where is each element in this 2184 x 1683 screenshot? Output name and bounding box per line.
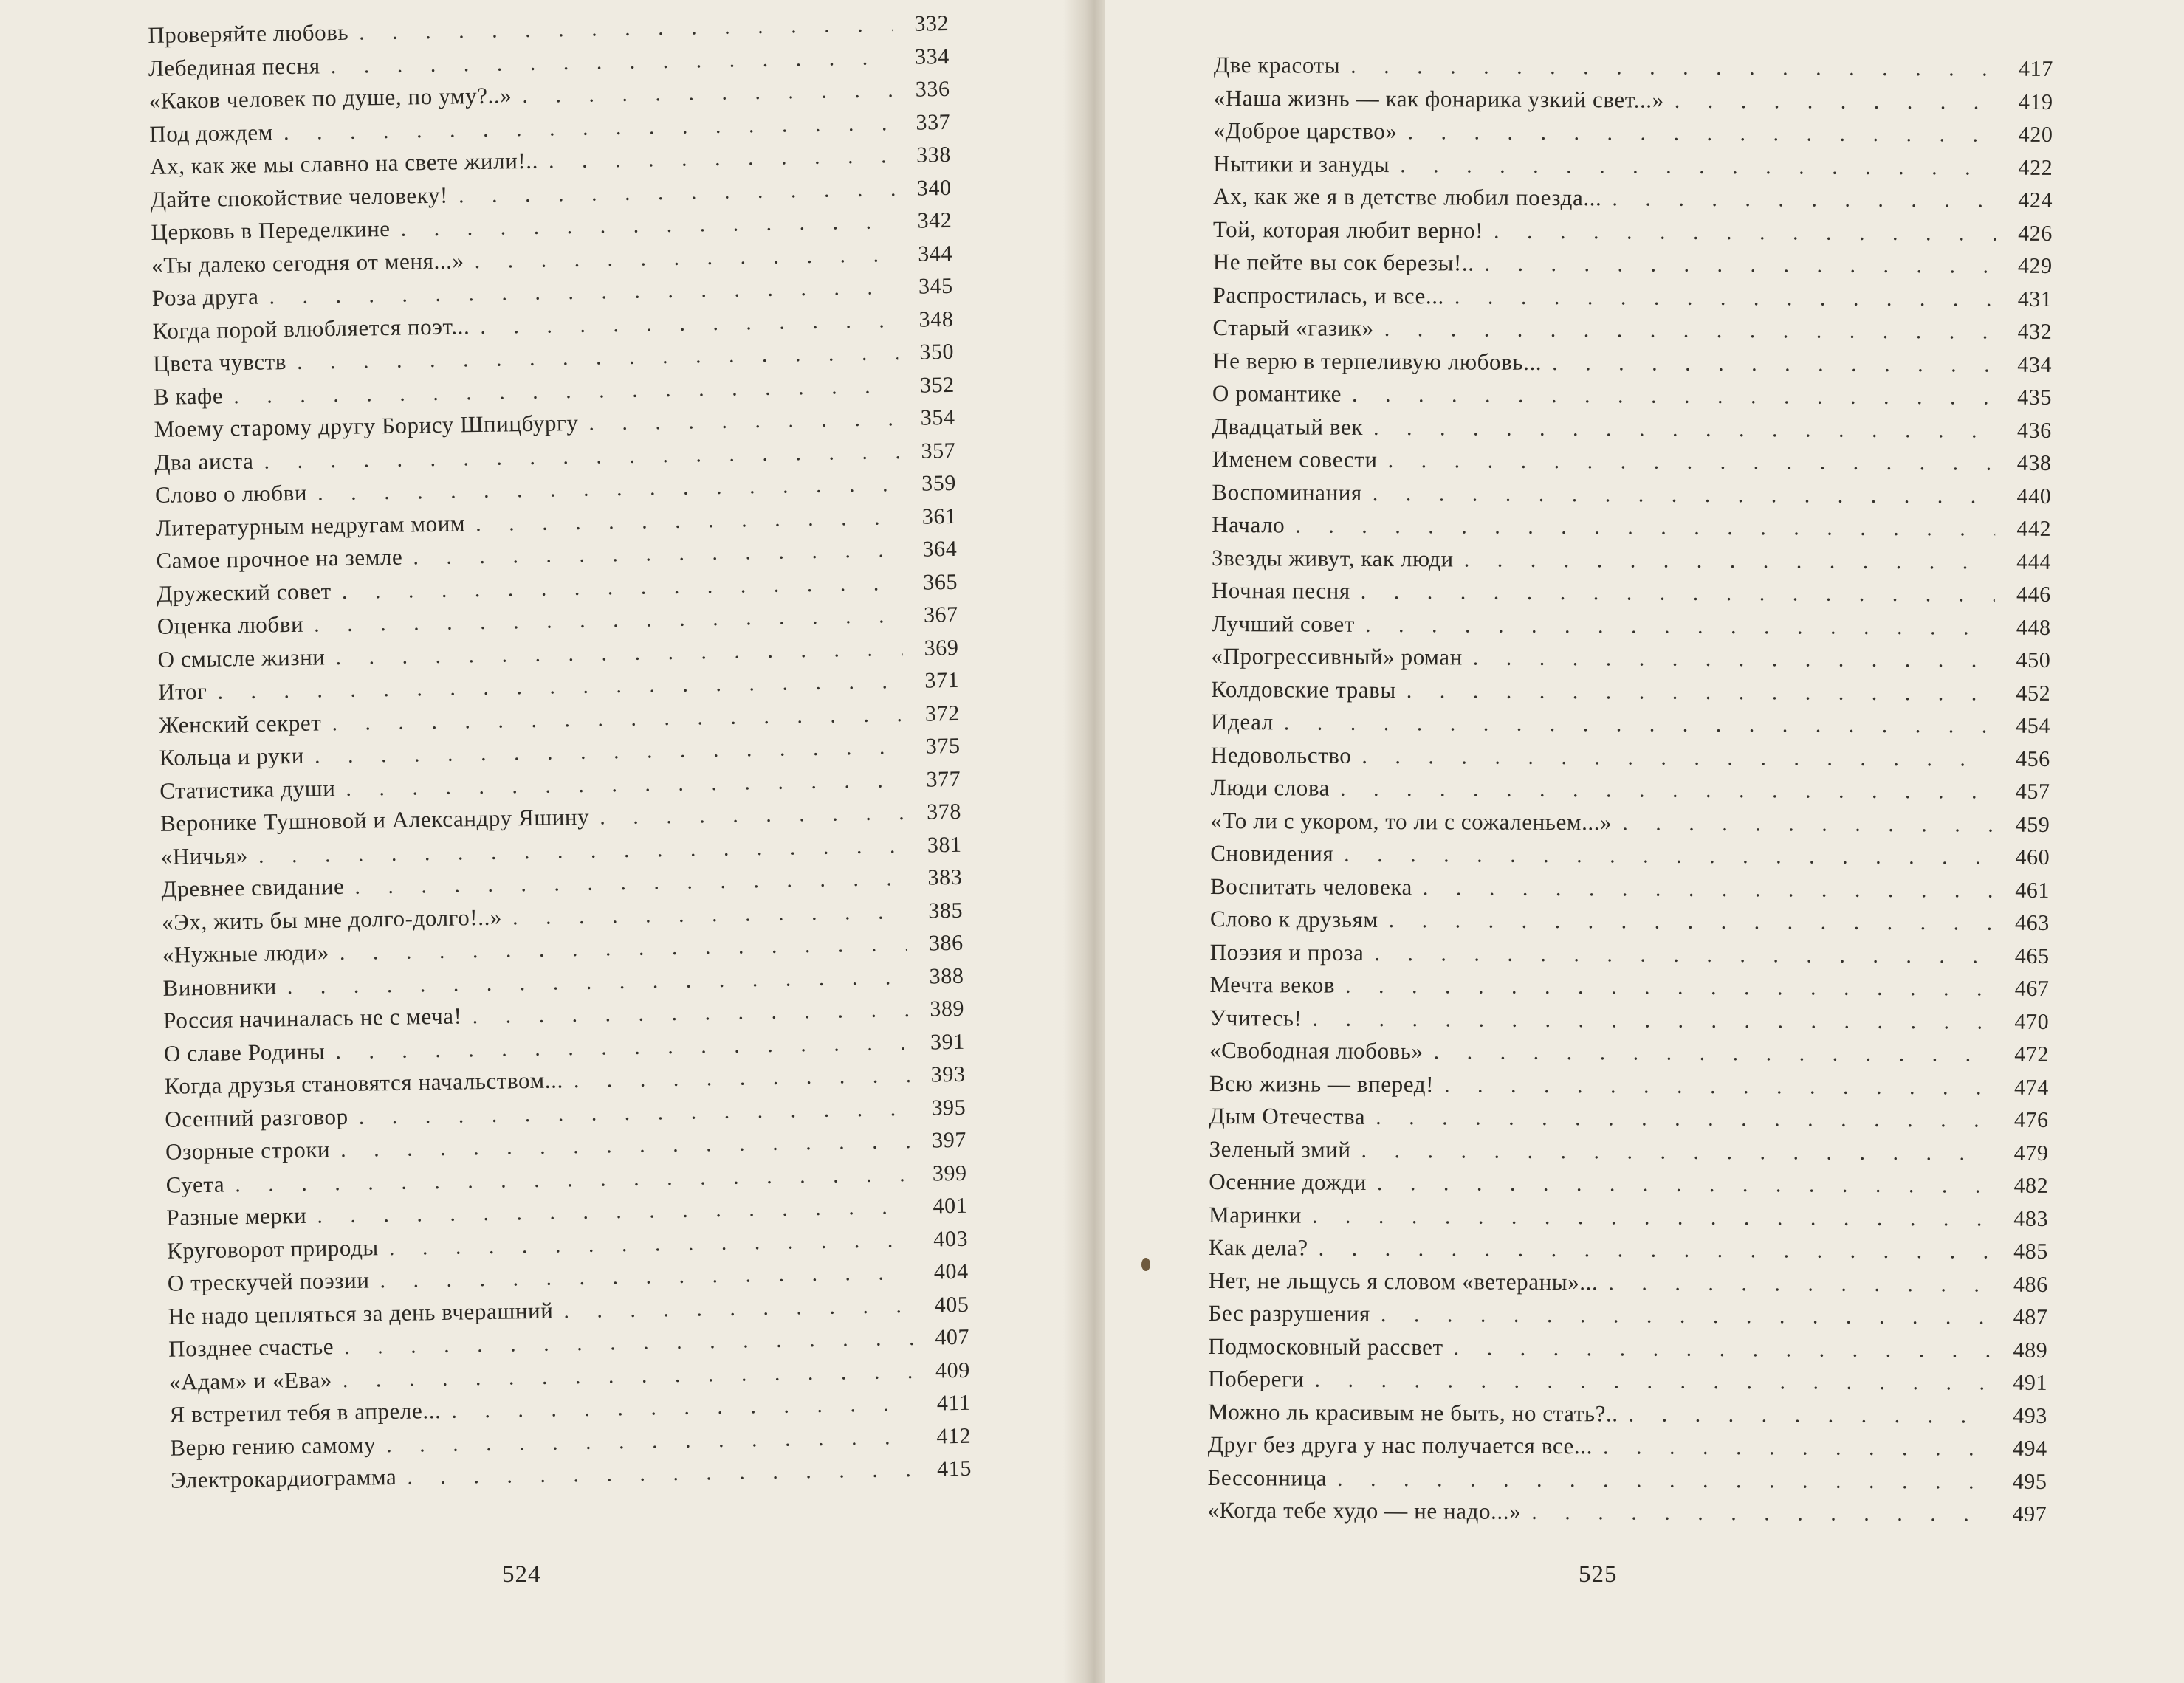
toc-entry-page: 494 xyxy=(2012,1436,2047,1461)
dot-leader xyxy=(588,406,899,436)
toc-entry-page: 340 xyxy=(916,175,952,201)
toc-entry-page: 378 xyxy=(926,799,962,825)
toc-entry xyxy=(1209,1267,2048,1303)
left-toc-list xyxy=(148,10,972,1500)
toc-entry-title: «Наша жизнь — как фонарика узкий свет...» xyxy=(1213,84,1664,113)
toc-entry-page: 457 xyxy=(2015,779,2050,804)
toc-entry-page: 444 xyxy=(2016,549,2052,574)
dot-leader xyxy=(1454,1335,1992,1363)
toc-entry-title: Позднее счастье xyxy=(168,1333,334,1362)
toc-entry-title: Лучший совет xyxy=(1211,610,1356,637)
dot-leader xyxy=(549,143,896,173)
toc-entry-page: 461 xyxy=(2015,878,2050,903)
dot-leader xyxy=(1675,88,1997,114)
toc-entry-page: 422 xyxy=(2018,155,2053,180)
toc-entry-page: 415 xyxy=(936,1456,972,1481)
toc-entry-page: 409 xyxy=(935,1357,971,1383)
toc-entry xyxy=(1211,774,2050,810)
toc-entry-page: 424 xyxy=(2018,187,2053,213)
dot-leader xyxy=(1552,351,1996,378)
toc-entry-title: Статистика души xyxy=(159,774,336,804)
toc-entry-page: 385 xyxy=(927,898,964,923)
toc-entry-page: 348 xyxy=(918,306,954,332)
dot-leader xyxy=(472,997,908,1029)
dot-leader xyxy=(563,1293,913,1323)
dot-leader xyxy=(407,1457,916,1490)
toc-entry-title: Воспоминания xyxy=(1212,478,1362,506)
toc-entry-page: 476 xyxy=(2013,1107,2049,1132)
toc-entry-page: 352 xyxy=(919,372,955,398)
toc-entry-title: Разные мерки xyxy=(166,1202,307,1231)
toc-entry-page: 361 xyxy=(921,503,957,529)
toc-entry-title: О трескучей поэзии xyxy=(167,1267,370,1296)
dot-leader xyxy=(1444,1073,1993,1100)
toc-entry-page: 336 xyxy=(915,76,950,102)
toc-entry-title: Нет, не льщусь я словом «ветераны»... xyxy=(1208,1267,1598,1295)
toc-entry-title: Роза друга xyxy=(151,283,259,311)
dot-leader xyxy=(1464,547,1995,574)
toc-entry-title: Дайте спокойствие человеку! xyxy=(150,182,449,213)
toc-entry-page: 435 xyxy=(2017,385,2053,410)
toc-entry-title: Проверяйте любовь xyxy=(148,18,349,48)
toc-entry-title: «Каков человек по душе, по уму?..» xyxy=(148,82,512,114)
toc-entry-title: Бессонница xyxy=(1207,1464,1328,1491)
right-page xyxy=(1105,0,2184,1683)
dot-leader xyxy=(1407,678,1995,706)
toc-entry-title: Два аиста xyxy=(154,447,254,475)
toc-entry xyxy=(1210,906,2050,942)
toc-entry-page: 487 xyxy=(2013,1304,2048,1329)
toc-entry-page: 460 xyxy=(2015,844,2050,870)
toc-entry-title: Учитесь! xyxy=(1209,1004,1302,1031)
dot-leader xyxy=(1423,875,1994,903)
toc-entry-page: 371 xyxy=(924,667,960,693)
toc-entry-title: Колдовские травы xyxy=(1211,675,1396,703)
toc-entry-title: Дружеский совет xyxy=(156,577,332,607)
ink-blot xyxy=(1141,1258,1150,1271)
toc-entry-page: 386 xyxy=(928,930,964,956)
toc-entry-title: Оценка любви xyxy=(157,610,304,639)
toc-entry-page: 407 xyxy=(935,1324,970,1350)
toc-entry-page: 364 xyxy=(922,536,958,562)
toc-entry xyxy=(1212,512,2051,548)
dot-leader xyxy=(1608,1270,1991,1297)
dot-leader xyxy=(1629,1402,1991,1428)
dot-leader xyxy=(1485,252,1996,279)
toc-entry-page: 338 xyxy=(916,142,952,168)
toc-entry-title: Под дождем xyxy=(149,118,274,147)
toc-entry-title: Озорные строки xyxy=(165,1136,331,1165)
toc-entry xyxy=(1209,1169,2048,1205)
dot-leader xyxy=(1381,1302,1992,1330)
dot-leader xyxy=(400,209,896,242)
toc-entry-title: Верю гению самому xyxy=(170,1431,377,1461)
toc-entry xyxy=(1212,413,2052,449)
dot-leader xyxy=(386,1424,916,1457)
toc-entry-page: 411 xyxy=(936,1390,971,1416)
toc-entry xyxy=(1208,1431,2047,1467)
toc-entry-page: 450 xyxy=(2016,647,2051,672)
toc-entry-page: 345 xyxy=(918,273,954,299)
toc-entry-title: Поэзия и проза xyxy=(1209,938,1364,966)
toc-entry-title: Сновидения xyxy=(1210,839,1334,867)
toc-entry-title: Осенние дожди xyxy=(1209,1168,1367,1195)
toc-entry-title: «Нужные люди» xyxy=(162,939,330,968)
toc-entry-title: Я встретил тебя в апреле... xyxy=(169,1397,442,1428)
dot-leader xyxy=(1374,940,1993,968)
toc-entry-title: Воспитать человека xyxy=(1209,873,1413,900)
toc-entry-title: Маринки xyxy=(1209,1201,1302,1228)
toc-entry-page: 354 xyxy=(920,405,955,430)
toc-entry-page: 381 xyxy=(927,832,962,858)
toc-entry-title: Когда порой влюбляется поэт... xyxy=(152,312,470,344)
toc-entry-title: «Прогрессивный» роман xyxy=(1211,642,1463,670)
toc-entry xyxy=(1209,1004,2049,1040)
toc-entry-page: 472 xyxy=(2014,1042,2050,1067)
toc-entry xyxy=(1211,709,2050,745)
dot-leader xyxy=(1376,1105,1993,1133)
toc-entry-page: 446 xyxy=(2016,582,2051,607)
toc-entry-page: 452 xyxy=(2016,681,2051,706)
toc-entry xyxy=(1213,117,2053,154)
dot-leader xyxy=(1531,1500,1991,1527)
toc-entry-title: Женский секрет xyxy=(158,709,322,738)
toc-entry-page: 334 xyxy=(914,44,950,69)
dot-leader xyxy=(1384,317,1996,345)
toc-entry-title: Осенний разговор xyxy=(165,1103,348,1132)
toc-entry-page: 388 xyxy=(929,963,964,989)
toc-entry-page: 404 xyxy=(933,1259,969,1284)
dot-leader xyxy=(1361,743,1994,771)
dot-leader xyxy=(413,537,901,570)
toc-entry-title: Подмосковный рассвет xyxy=(1208,1332,1443,1360)
toc-entry-page: 395 xyxy=(931,1095,966,1121)
toc-entry-page: 497 xyxy=(2012,1501,2047,1527)
toc-entry-title: Не надо цепляться за день вчерашний xyxy=(168,1297,554,1329)
toc-entry-title: Не верю в терпеливую любовь... xyxy=(1212,347,1542,375)
dot-leader xyxy=(1319,1236,1992,1264)
toc-entry xyxy=(1208,1398,2047,1434)
toc-entry-title: Идеал xyxy=(1210,708,1274,735)
dot-leader xyxy=(480,308,898,340)
toc-entry xyxy=(1214,84,2053,120)
dot-leader xyxy=(359,12,893,45)
toc-entry-title: О смысле жизни xyxy=(157,643,326,672)
toc-entry-page: 483 xyxy=(2013,1206,2049,1231)
toc-entry-title: Виновники xyxy=(162,972,278,1001)
toc-entry-title: «Доброе царство» xyxy=(1213,117,1398,145)
right-toc-list xyxy=(1207,52,2053,1533)
toc-entry-title: Нытики и зануды xyxy=(1213,150,1390,177)
toc-entry-title: Дым Отечества xyxy=(1209,1102,1366,1129)
dot-leader xyxy=(574,1063,910,1093)
toc-entry-title: Итог xyxy=(157,678,207,705)
toc-entry xyxy=(1208,1332,2047,1369)
toc-entry-title: Люди слова xyxy=(1210,774,1330,801)
toc-entry-title: В кафе xyxy=(153,382,224,410)
toc-entry-page: 372 xyxy=(924,701,961,726)
toc-entry xyxy=(1209,1135,2048,1171)
toc-entry-title: Не пейте вы сок березы!.. xyxy=(1212,248,1474,276)
left-page-number: 524 xyxy=(502,1561,541,1588)
toc-entry xyxy=(1211,643,2050,679)
toc-entry-title: Как дела? xyxy=(1208,1233,1308,1261)
toc-entry xyxy=(1214,52,2053,88)
toc-entry xyxy=(1211,741,2050,777)
toc-entry-title: Двадцатый век xyxy=(1212,413,1364,440)
toc-entry xyxy=(1209,1234,2048,1270)
dot-leader xyxy=(1350,54,1997,82)
toc-entry-title: Той, которая любит верно! xyxy=(1212,216,1484,244)
toc-entry xyxy=(1210,807,2050,843)
toc-entry-title: Веронике Тушновой и Александру Яшину xyxy=(159,803,590,836)
toc-entry xyxy=(1211,675,2050,712)
toc-entry xyxy=(1213,183,2053,219)
toc-entry-page: 359 xyxy=(921,470,957,496)
dot-leader xyxy=(1345,974,1994,1002)
toc-entry-page: 438 xyxy=(2016,450,2052,475)
toc-entry-title: О романтике xyxy=(1212,379,1342,407)
toc-entry-title: Литературным недругам моим xyxy=(155,509,466,541)
dot-leader xyxy=(1400,153,1996,181)
toc-entry-title: «Когда тебе худо — не надо...» xyxy=(1207,1496,1522,1524)
toc-entry-page: 389 xyxy=(930,996,965,1022)
toc-entry-title: Церковь в Переделкине xyxy=(151,215,391,245)
dot-leader xyxy=(1434,1039,1994,1067)
dot-leader xyxy=(1455,284,1996,312)
toc-entry xyxy=(1213,249,2053,285)
toc-entry-title: «Адам» и «Ева» xyxy=(168,1366,333,1395)
right-page-number: 525 xyxy=(1579,1561,1618,1588)
toc-entry xyxy=(1212,610,2051,646)
toc-entry-page: 474 xyxy=(2014,1075,2049,1100)
toc-entry-page: 367 xyxy=(923,602,958,627)
toc-entry-page: 429 xyxy=(2017,253,2053,278)
toc-entry-page: 486 xyxy=(2013,1272,2048,1297)
toc-entry-page: 399 xyxy=(932,1160,967,1185)
toc-entry-page: 454 xyxy=(2016,713,2051,738)
toc-entry-page: 495 xyxy=(2012,1469,2047,1494)
dot-leader xyxy=(1352,382,1996,410)
toc-entry-page: 482 xyxy=(2013,1173,2049,1198)
toc-entry-page: 391 xyxy=(930,1029,966,1055)
toc-entry-page: 440 xyxy=(2016,483,2052,509)
toc-entry-page: 463 xyxy=(2014,910,2050,935)
toc-entry-title: Мечта веков xyxy=(1209,971,1336,998)
toc-entry-title: Побереги xyxy=(1208,1365,1305,1392)
toc-entry xyxy=(1213,150,2053,186)
left-page xyxy=(0,0,1079,1683)
toc-entry-page: 479 xyxy=(2013,1140,2049,1166)
dot-leader xyxy=(1473,646,1995,673)
toc-entry-title: Именем совести xyxy=(1212,445,1378,472)
toc-entry-page: 369 xyxy=(924,635,959,661)
toc-entry-title: Слово о любви xyxy=(154,479,308,508)
dot-leader xyxy=(1295,513,1995,541)
toc-entry-page: 434 xyxy=(2017,352,2053,377)
toc-entry-page: 426 xyxy=(2018,221,2053,246)
dot-leader xyxy=(1389,908,1994,936)
toc-entry-page: 393 xyxy=(930,1061,966,1087)
toc-entry-page: 342 xyxy=(917,207,952,233)
toc-entry-title: Друг без друга у нас получается все... xyxy=(1207,1431,1593,1459)
dot-leader xyxy=(1373,481,1996,509)
dot-leader xyxy=(1373,415,1996,443)
dot-leader xyxy=(1284,710,1994,738)
toc-entry-title: Распростилась, и все... xyxy=(1212,281,1445,309)
toc-entry-title: Слово к друзьям xyxy=(1209,905,1378,932)
toc-entry-title: «Свободная любовь» xyxy=(1209,1036,1424,1064)
toc-entry-page: 419 xyxy=(2018,89,2053,114)
toc-entry-page: 467 xyxy=(2014,976,2050,1001)
toc-entry-page: 459 xyxy=(2015,812,2050,837)
toc-entry-page: 493 xyxy=(2013,1403,2048,1428)
dot-leader xyxy=(389,1227,913,1260)
toc-entry xyxy=(1212,347,2052,383)
toc-entry-page: 456 xyxy=(2015,746,2050,771)
toc-entry-page: 375 xyxy=(925,733,961,759)
toc-entry-title: О славе Родины xyxy=(163,1037,326,1067)
dot-leader xyxy=(451,1391,915,1424)
dot-leader xyxy=(1612,186,1996,213)
toc-entry-title: Начало xyxy=(1212,511,1285,538)
toc-entry-title: Моему старому другу Борису Шпицбургу xyxy=(154,409,579,442)
dot-leader xyxy=(1314,1368,1991,1396)
dot-leader xyxy=(600,800,905,830)
toc-entry xyxy=(1209,971,2049,1008)
toc-entry-page: 485 xyxy=(2013,1239,2048,1264)
toc-entry xyxy=(1209,1070,2049,1106)
toc-entry xyxy=(1208,1366,2047,1402)
dot-leader xyxy=(380,1260,913,1293)
toc-entry xyxy=(1210,873,2050,909)
dot-leader xyxy=(1312,1006,1993,1034)
toc-entry-page: 401 xyxy=(933,1193,968,1219)
toc-entry-page: 365 xyxy=(922,569,958,595)
toc-entry-page: 397 xyxy=(931,1127,967,1153)
toc-entry-title: Ах, как же мы славно на свете жили!.. xyxy=(149,147,539,179)
toc-entry-title: Две красоты xyxy=(1213,52,1341,78)
toc-entry xyxy=(1212,380,2052,416)
dot-leader xyxy=(1340,777,1994,805)
toc-entry-title: Можно ль красивым не быть, но стать?.. xyxy=(1207,1398,1618,1426)
toc-entry-page: 489 xyxy=(2013,1338,2048,1363)
toc-entry-page: 377 xyxy=(926,766,961,792)
toc-entry-title: «Эх, жить бы мне долго-долго!..» xyxy=(161,904,503,935)
toc-entry-page: 412 xyxy=(936,1423,972,1448)
toc-entry xyxy=(1209,1037,2049,1073)
toc-entry xyxy=(1212,446,2051,482)
dot-leader xyxy=(1312,1203,1992,1231)
toc-entry-page: 432 xyxy=(2017,319,2053,344)
dot-leader xyxy=(1361,579,1995,608)
toc-entry-title: Кольца и руки xyxy=(159,742,305,771)
toc-entry-title: Россия начиналась не с меча! xyxy=(162,1002,462,1033)
toc-entry-page: 491 xyxy=(2013,1370,2048,1395)
toc-entry-page: 383 xyxy=(927,864,963,890)
dot-leader xyxy=(522,78,894,109)
dot-leader xyxy=(1377,1171,1992,1199)
toc-entry-title: Старый «газик» xyxy=(1212,314,1374,341)
toc-entry-title: Ах, как же я в детстве любил поезда... xyxy=(1213,182,1602,211)
toc-entry xyxy=(1209,1103,2049,1139)
toc-entry-title: Лебединая песня xyxy=(148,52,320,81)
toc-entry-title: «Ты далеко сегодня от меня...» xyxy=(151,247,464,278)
toc-entry xyxy=(1213,216,2053,252)
toc-entry-title: Самое прочное на земле xyxy=(156,543,403,574)
toc-entry-title: Зеленый змий xyxy=(1209,1135,1351,1163)
toc-entry-page: 403 xyxy=(933,1226,969,1251)
toc-entry-title: Суета xyxy=(165,1171,225,1198)
dot-leader xyxy=(459,176,896,208)
toc-entry-page: 417 xyxy=(2019,56,2053,81)
toc-entry-page: 431 xyxy=(2017,286,2053,312)
dot-leader xyxy=(1361,1138,1993,1166)
toc-entry-page: 420 xyxy=(2018,122,2053,147)
toc-entry-page: 344 xyxy=(917,241,953,266)
toc-entry-page: 442 xyxy=(2016,516,2052,541)
toc-entry-page: 465 xyxy=(2014,943,2050,968)
toc-entry xyxy=(1212,577,2051,613)
dot-leader xyxy=(1344,842,1994,870)
dot-leader xyxy=(1603,1434,1991,1461)
dot-leader xyxy=(475,505,901,537)
toc-entry-page: 357 xyxy=(921,438,956,464)
toc-entry-title: Круговорот природы xyxy=(166,1233,380,1264)
toc-entry xyxy=(1212,314,2052,351)
toc-entry xyxy=(1210,938,2050,974)
toc-entry-title: Когда друзья становятся начальством... xyxy=(164,1067,564,1099)
toc-entry-title: «То ли с укором, то ли с сожаленьем...» xyxy=(1210,807,1613,835)
dot-leader xyxy=(1622,810,1994,837)
toc-entry xyxy=(1212,281,2052,317)
toc-entry xyxy=(1208,1300,2047,1336)
toc-entry-page: 332 xyxy=(914,10,950,36)
toc-entry-page: 337 xyxy=(916,109,951,135)
dot-leader xyxy=(1494,218,1996,246)
toc-entry-page: 350 xyxy=(919,339,955,365)
toc-entry-title: Недовольство xyxy=(1210,741,1352,768)
toc-entry-title: Ночная песня xyxy=(1211,577,1350,604)
dot-leader xyxy=(512,899,907,930)
toc-entry xyxy=(1210,840,2050,876)
dot-leader xyxy=(1407,120,1996,147)
toc-entry-title: Электрокардиограмма xyxy=(170,1463,397,1493)
toc-entry-title: Звезды живут, как люди xyxy=(1211,544,1454,571)
toc-entry-title: Бес разрушения xyxy=(1208,1299,1371,1326)
toc-entry-page: 448 xyxy=(2016,615,2051,640)
toc-entry-page: 470 xyxy=(2014,1009,2050,1034)
toc-entry xyxy=(1212,544,2051,580)
dot-leader xyxy=(1388,448,1996,476)
toc-entry xyxy=(1212,478,2051,514)
toc-entry-title: Древнее свидание xyxy=(161,873,345,902)
toc-entry-page: 436 xyxy=(2016,418,2052,443)
toc-entry xyxy=(1207,1497,2047,1533)
dot-leader xyxy=(1337,1466,1991,1494)
toc-entry-title: Всю жизнь — вперед! xyxy=(1209,1070,1435,1097)
toc-entry xyxy=(1209,1201,2048,1237)
toc-entry-title: Цвета чувств xyxy=(152,348,287,376)
toc-entry xyxy=(1207,1464,2047,1500)
toc-entry-page: 405 xyxy=(934,1292,969,1317)
dot-leader xyxy=(474,242,896,274)
dot-leader xyxy=(1365,612,1995,640)
toc-entry-title: «Ничья» xyxy=(160,842,249,870)
